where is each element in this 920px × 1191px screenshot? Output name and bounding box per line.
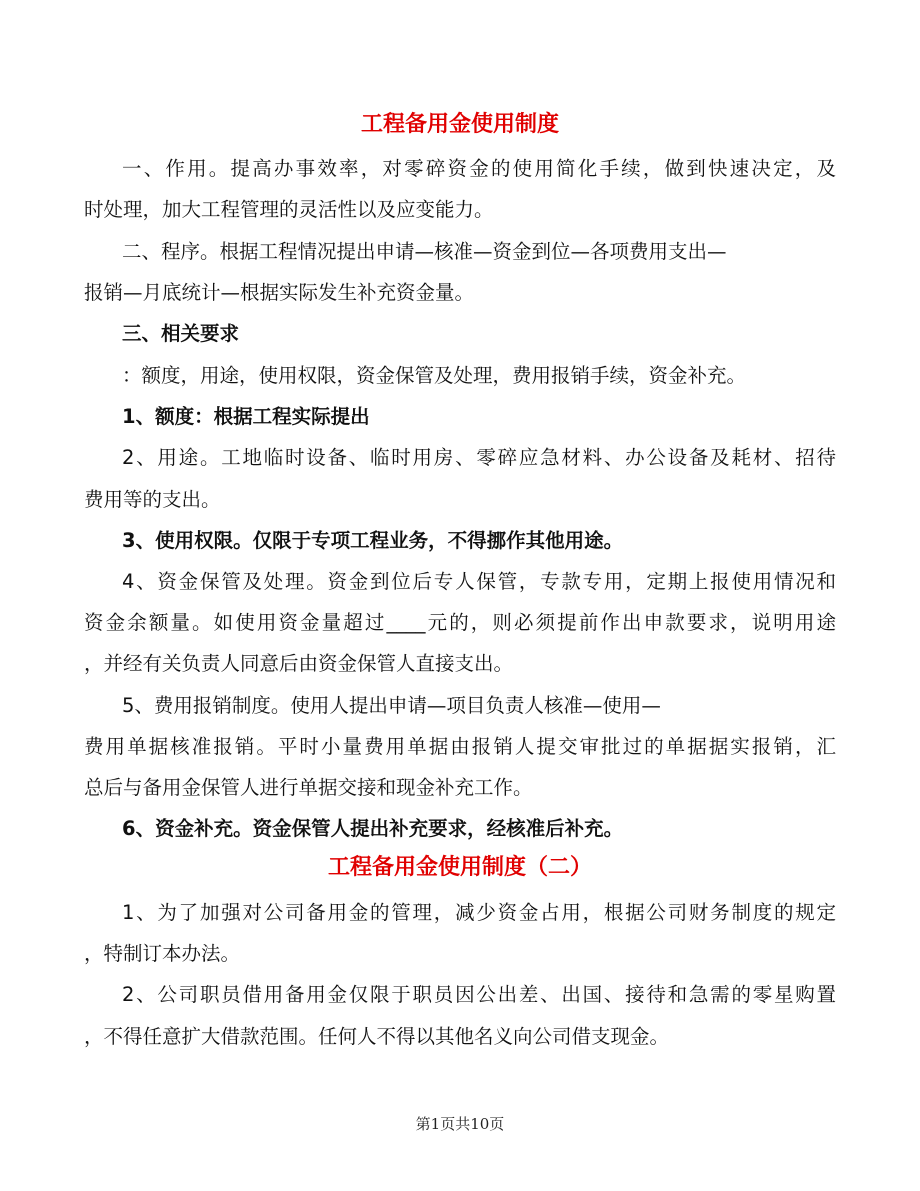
part-2-paragraph-2-line-2: ，不得任意扩大借款范围。任何人不得以其他名义向公司借支现金。 [84, 1025, 670, 1048]
document-title-part-2: 工程备用金使用制度（二） [327, 855, 592, 880]
paragraph-requirements-list: ：额度，用途，使用权限，资金保管及处理，费用报销手续，资金补充。 [122, 364, 747, 387]
item-reimbursement-line-1: 5、费用报销制度。使用人提出申请—项目负责人核准—使用— [122, 694, 661, 717]
paragraph-purpose-line-2: 时处理，加大工程管理的灵活性以及应变能力。 [84, 198, 494, 221]
item-custody-line-1: 4、资金保管及处理。资金到位后专人保管，专款专用，定期上报使用情况和 [122, 570, 836, 593]
section-heading-requirements: 三、相关要求 [122, 322, 240, 345]
part-2-paragraph-1-line-1: 1、为了加强对公司备用金的管理，减少资金占用，根据公司财务制度的规定 [122, 901, 836, 924]
paragraph-procedure-line-1: 二、程序。根据工程情况提出申请—核准—资金到位—各项费用支出— [122, 240, 727, 263]
item-permission: 3、使用权限。仅限于专项工程业务，不得挪作其他用途。 [122, 529, 624, 552]
part-2-paragraph-2-line-1: 2、公司职员借用备用金仅限于职员因公出差、出国、接待和急需的零星购置 [122, 983, 836, 1006]
paragraph-purpose-line-1: 一、作用。提高办事效率，对零碎资金的使用简化手续，做到快速决定，及 [122, 157, 836, 180]
item-custody-line-3: ，并经有关负责人同意后由资金保管人直接支出。 [84, 652, 514, 675]
page-number-footer: 第1页共10页 [415, 1115, 505, 1133]
item-replenishment: 6、资金补充。资金保管人提出补充要求，经核准后补充。 [122, 817, 624, 840]
item-usage-line-1: 2、用途。工地临时设备、临时用房、零碎应急材料、办公设备及耗材、招待 [122, 446, 836, 469]
document-title: 工程备用金使用制度 [360, 112, 559, 137]
item-custody-line-2: 资金余额量。如使用资金量超过____元的，则必须提前作出申款要求，说明用途 [84, 611, 836, 634]
item-usage-line-2: 费用等的支出。 [84, 488, 221, 511]
item-reimbursement-line-2: 费用单据核准报销。平时小量费用单据由报销人提交审批过的单据据实报销，汇 [84, 735, 836, 758]
item-reimbursement-line-3: 总后与备用金保管人进行单据交接和现金补充工作。 [84, 776, 533, 799]
part-2-paragraph-1-line-2: ，特制订本办法。 [84, 942, 241, 965]
paragraph-procedure-line-2: 报销—月底统计—根据实际发生补充资金量。 [84, 281, 475, 304]
item-amount: 1、额度：根据工程实际提出 [122, 405, 370, 428]
